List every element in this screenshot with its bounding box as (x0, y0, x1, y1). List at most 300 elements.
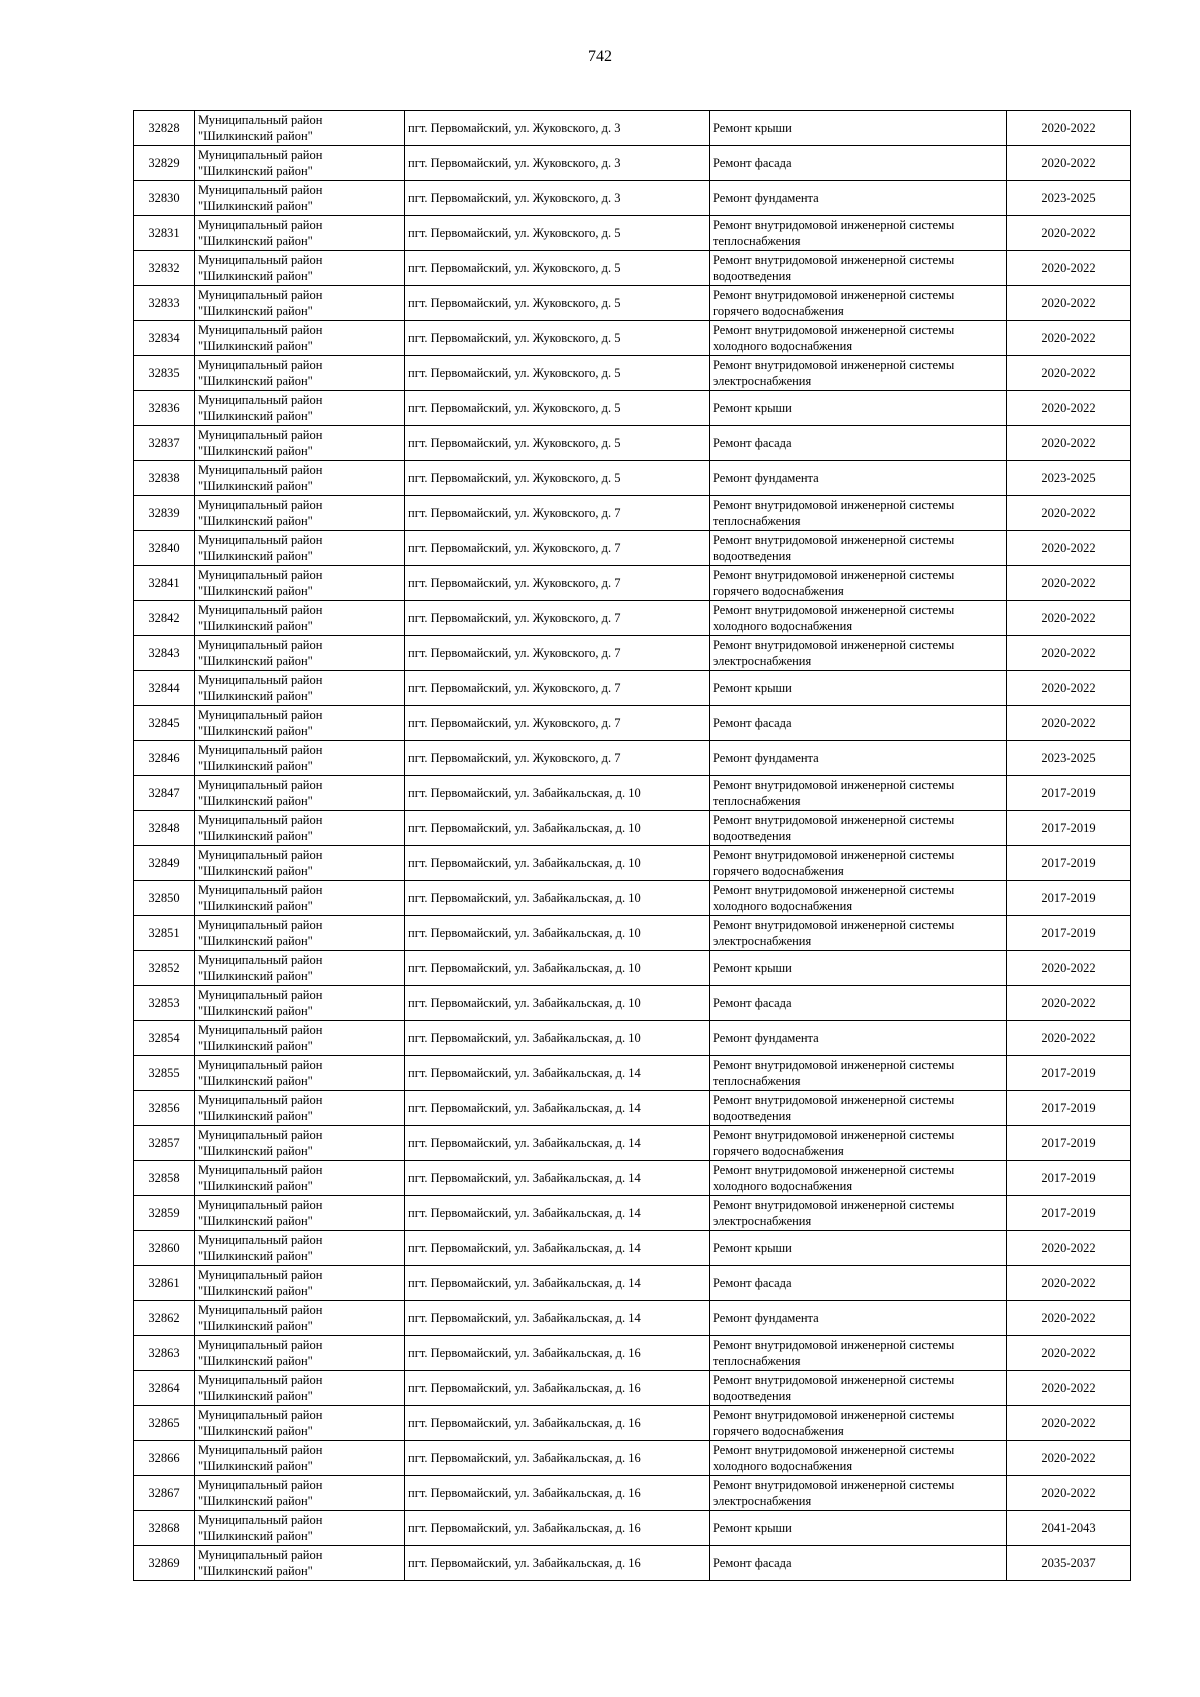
municipality-cell (195, 391, 405, 426)
period-cell: 2020-2022 (1007, 251, 1131, 286)
work-type-cell (710, 916, 1007, 951)
work-type-line: Ремонт внутридомовой инженерной системы (713, 1198, 955, 1212)
work-type-line: Ремонт внутридомовой инженерной системы (713, 638, 955, 652)
period-cell: 2020-2022 (1007, 391, 1131, 426)
municipality-line: "Шилкинский район" (198, 1109, 313, 1123)
work-type-line: Ремонт внутридомовой инженерной системы (713, 603, 955, 617)
work-type-cell (710, 111, 1007, 146)
work-type-line: горячего водоснабжения (713, 1144, 844, 1158)
municipality-line: Муниципальный район (198, 778, 323, 792)
municipality-line: Муниципальный район (198, 918, 323, 932)
table-row (134, 881, 1131, 916)
address-cell: пгт. Первомайский, ул. Жуковского, д. 7 (405, 706, 710, 741)
period-cell: 2020-2022 (1007, 426, 1131, 461)
address-cell: пгт. Первомайский, ул. Забайкальская, д. 14 (405, 1056, 710, 1091)
municipality-line: Муниципальный район (198, 1023, 323, 1037)
address-cell: пгт. Первомайский, ул. Забайкальская, д. 10 (405, 951, 710, 986)
period-cell: 2020-2022 (1007, 986, 1131, 1021)
municipality-line: "Шилкинский район" (198, 759, 313, 773)
record-number-cell: 32838 (134, 461, 195, 496)
municipality-line: Муниципальный район (198, 1548, 323, 1562)
municipality-cell (195, 1406, 405, 1441)
address-cell: пгт. Первомайский, ул. Забайкальская, д. 14 (405, 1091, 710, 1126)
work-type-line: Ремонт внутридомовой инженерной системы (713, 323, 955, 337)
record-number-cell: 32863 (134, 1336, 195, 1371)
municipality-cell (195, 496, 405, 531)
table-row (134, 426, 1131, 461)
work-type-cell (710, 601, 1007, 636)
table-row (134, 1511, 1131, 1546)
address-cell: пгт. Первомайский, ул. Жуковского, д. 7 (405, 496, 710, 531)
work-type-line: Ремонт фасада (713, 1276, 792, 1290)
table-row (134, 1266, 1131, 1301)
record-number-cell: 32862 (134, 1301, 195, 1336)
record-number-cell: 32841 (134, 566, 195, 601)
municipality-cell (195, 1546, 405, 1581)
work-type-cell (710, 391, 1007, 426)
work-type-cell (710, 1406, 1007, 1441)
record-number-cell: 32839 (134, 496, 195, 531)
record-number-cell: 32834 (134, 321, 195, 356)
municipality-line: "Шилкинский район" (198, 374, 313, 388)
work-type-line: водоотведения (713, 269, 792, 283)
address-cell: пгт. Первомайский, ул. Забайкальская, д. 16 (405, 1546, 710, 1581)
municipality-line: Муниципальный район (198, 813, 323, 827)
record-number-cell: 32846 (134, 741, 195, 776)
table-row (134, 741, 1131, 776)
address-cell: пгт. Первомайский, ул. Забайкальская, д. 14 (405, 1266, 710, 1301)
period-cell: 2017-2019 (1007, 1161, 1131, 1196)
table-row (134, 916, 1131, 951)
table-row (134, 811, 1131, 846)
work-type-line: теплоснабжения (713, 234, 801, 248)
period-cell: 2020-2022 (1007, 496, 1131, 531)
table-row (134, 1091, 1131, 1126)
municipality-line: "Шилкинский район" (198, 829, 313, 843)
municipality-line: Муниципальный район (198, 603, 323, 617)
municipality-line: "Шилкинский район" (198, 1494, 313, 1508)
work-type-line: Ремонт внутридомовой инженерной системы (713, 1443, 955, 1457)
work-type-line: Ремонт внутридомовой инженерной системы (713, 288, 955, 302)
address-cell: пгт. Первомайский, ул. Забайкальская, д. 10 (405, 986, 710, 1021)
municipality-line: "Шилкинский район" (198, 689, 313, 703)
municipality-line: "Шилкинский район" (198, 1459, 313, 1473)
record-number-cell: 32843 (134, 636, 195, 671)
record-number-cell: 32869 (134, 1546, 195, 1581)
municipality-line: "Шилкинский район" (198, 409, 313, 423)
municipality-line: Муниципальный район (198, 638, 323, 652)
record-number-cell: 32850 (134, 881, 195, 916)
work-type-line: Ремонт фундамента (713, 1031, 819, 1045)
municipality-line: Муниципальный район (198, 1338, 323, 1352)
work-type-line: водоотведения (713, 549, 792, 563)
table-row (134, 1301, 1131, 1336)
work-type-line: горячего водоснабжения (713, 864, 844, 878)
work-type-cell (710, 1021, 1007, 1056)
work-type-cell (710, 1091, 1007, 1126)
work-type-line: Ремонт внутридомовой инженерной системы (713, 1408, 955, 1422)
period-cell: 2023-2025 (1007, 461, 1131, 496)
municipality-cell (195, 1511, 405, 1546)
municipality-line: "Шилкинский район" (198, 899, 313, 913)
work-type-line: Ремонт фундамента (713, 751, 819, 765)
table-row (134, 1231, 1131, 1266)
work-type-line: Ремонт внутридомовой инженерной системы (713, 498, 955, 512)
municipality-line: "Шилкинский район" (198, 269, 313, 283)
municipality-line: Муниципальный район (198, 1163, 323, 1177)
work-type-line: теплоснабжения (713, 1074, 801, 1088)
period-cell: 2020-2022 (1007, 216, 1131, 251)
period-cell: 2020-2022 (1007, 111, 1131, 146)
work-type-cell (710, 461, 1007, 496)
municipality-cell (195, 356, 405, 391)
table-row (134, 1021, 1131, 1056)
work-type-cell (710, 1336, 1007, 1371)
municipality-line: "Шилкинский район" (198, 1039, 313, 1053)
address-cell: пгт. Первомайский, ул. Жуковского, д. 7 (405, 636, 710, 671)
work-type-line: Ремонт крыши (713, 401, 792, 415)
municipality-line: Муниципальный район (198, 1093, 323, 1107)
municipality-line: Муниципальный район (198, 673, 323, 687)
address-cell: пгт. Первомайский, ул. Забайкальская, д. 10 (405, 1021, 710, 1056)
work-type-line: Ремонт внутридомовой инженерной системы (713, 813, 955, 827)
work-type-cell (710, 741, 1007, 776)
municipality-cell (195, 776, 405, 811)
work-type-cell (710, 286, 1007, 321)
address-cell: пгт. Первомайский, ул. Жуковского, д. 5 (405, 356, 710, 391)
address-cell: пгт. Первомайский, ул. Жуковского, д. 5 (405, 461, 710, 496)
municipality-cell (195, 181, 405, 216)
municipality-line: Муниципальный район (198, 883, 323, 897)
period-cell: 2020-2022 (1007, 1476, 1131, 1511)
work-type-cell (710, 1546, 1007, 1581)
table-row (134, 1196, 1131, 1231)
period-cell: 2023-2025 (1007, 181, 1131, 216)
municipality-cell (195, 1336, 405, 1371)
municipality-line: "Шилкинский район" (198, 1354, 313, 1368)
work-type-line: водоотведения (713, 829, 792, 843)
municipality-line: "Шилкинский район" (198, 1249, 313, 1263)
work-type-cell (710, 1161, 1007, 1196)
address-cell: пгт. Первомайский, ул. Жуковского, д. 7 (405, 601, 710, 636)
table-row (134, 1476, 1131, 1511)
table-row (134, 986, 1131, 1021)
record-number-cell: 32860 (134, 1231, 195, 1266)
municipality-line: Муниципальный район (198, 498, 323, 512)
period-cell: 2017-2019 (1007, 811, 1131, 846)
municipality-line: Муниципальный район (198, 1478, 323, 1492)
record-number-cell: 32833 (134, 286, 195, 321)
table-row (134, 1161, 1131, 1196)
address-cell: пгт. Первомайский, ул. Жуковского, д. 5 (405, 251, 710, 286)
municipality-line: Муниципальный район (198, 953, 323, 967)
table-row (134, 496, 1131, 531)
work-type-line: Ремонт внутридомовой инженерной системы (713, 778, 955, 792)
table-row (134, 216, 1131, 251)
work-type-line: Ремонт внутридомовой инженерной системы (713, 1128, 955, 1142)
municipality-cell (195, 251, 405, 286)
municipality-line: "Шилкинский район" (198, 969, 313, 983)
work-type-line: Ремонт внутридомовой инженерной системы (713, 1093, 955, 1107)
work-type-line: холодного водоснабжения (713, 339, 853, 353)
work-type-line: теплоснабжения (713, 1354, 801, 1368)
work-type-line: горячего водоснабжения (713, 584, 844, 598)
work-type-cell (710, 986, 1007, 1021)
municipality-line: Муниципальный район (198, 708, 323, 722)
work-type-cell (710, 1441, 1007, 1476)
record-number-cell: 32847 (134, 776, 195, 811)
table-row (134, 251, 1131, 286)
municipality-cell (195, 426, 405, 461)
record-number-cell: 32855 (134, 1056, 195, 1091)
municipality-line: "Шилкинский район" (198, 1214, 313, 1228)
period-cell: 2020-2022 (1007, 671, 1131, 706)
work-type-line: горячего водоснабжения (713, 304, 844, 318)
work-type-line: теплоснабжения (713, 514, 801, 528)
work-type-line: Ремонт внутридомовой инженерной системы (713, 218, 955, 232)
work-type-line: Ремонт фундамента (713, 1311, 819, 1325)
address-cell: пгт. Первомайский, ул. Забайкальская, д. 16 (405, 1441, 710, 1476)
address-cell: пгт. Первомайский, ул. Жуковского, д. 7 (405, 741, 710, 776)
work-type-cell (710, 846, 1007, 881)
record-number-cell: 32854 (134, 1021, 195, 1056)
work-type-line: Ремонт фасада (713, 436, 792, 450)
period-cell: 2017-2019 (1007, 776, 1131, 811)
municipality-line: Муниципальный район (198, 1408, 323, 1422)
table-row (134, 636, 1131, 671)
municipality-line: "Шилкинский район" (198, 584, 313, 598)
municipality-cell (195, 601, 405, 636)
municipality-cell (195, 741, 405, 776)
period-cell: 2020-2022 (1007, 1301, 1131, 1336)
municipality-line: Муниципальный район (198, 568, 323, 582)
municipality-line: "Шилкинский район" (198, 1004, 313, 1018)
address-cell: пгт. Первомайский, ул. Забайкальская, д. 16 (405, 1511, 710, 1546)
table-row (134, 706, 1131, 741)
work-type-line: электроснабжения (713, 934, 812, 948)
record-number-cell: 32835 (134, 356, 195, 391)
record-number-cell: 32861 (134, 1266, 195, 1301)
municipality-line: "Шилкинский район" (198, 934, 313, 948)
work-type-line: Ремонт крыши (713, 961, 792, 975)
work-type-line: Ремонт фасада (713, 996, 792, 1010)
work-type-line: Ремонт фасада (713, 1556, 792, 1570)
work-type-cell (710, 1371, 1007, 1406)
period-cell: 2017-2019 (1007, 1091, 1131, 1126)
work-type-cell (710, 1476, 1007, 1511)
table-row (134, 1336, 1131, 1371)
address-cell: пгт. Первомайский, ул. Жуковского, д. 7 (405, 531, 710, 566)
municipality-line: "Шилкинский район" (198, 1389, 313, 1403)
period-cell: 2017-2019 (1007, 881, 1131, 916)
work-type-cell (710, 706, 1007, 741)
work-type-cell (710, 776, 1007, 811)
municipality-line: Муниципальный район (198, 358, 323, 372)
municipality-line: "Шилкинский район" (198, 444, 313, 458)
table-row (134, 286, 1131, 321)
work-type-cell (710, 881, 1007, 916)
address-cell: пгт. Первомайский, ул. Жуковского, д. 3 (405, 146, 710, 181)
municipality-cell (195, 636, 405, 671)
period-cell: 2020-2022 (1007, 1371, 1131, 1406)
municipality-line: Муниципальный район (198, 1058, 323, 1072)
municipality-line: Муниципальный район (198, 1443, 323, 1457)
work-type-line: Ремонт крыши (713, 1241, 792, 1255)
municipality-line: "Шилкинский район" (198, 1284, 313, 1298)
work-type-line: холодного водоснабжения (713, 1179, 853, 1193)
municipality-cell (195, 1301, 405, 1336)
municipality-cell (195, 1371, 405, 1406)
municipality-line: Муниципальный район (198, 428, 323, 442)
period-cell: 2020-2022 (1007, 1336, 1131, 1371)
work-type-cell (710, 356, 1007, 391)
municipality-line: "Шилкинский район" (198, 304, 313, 318)
municipality-line: "Шилкинский район" (198, 864, 313, 878)
municipality-line: Муниципальный район (198, 253, 323, 267)
work-type-cell (710, 1126, 1007, 1161)
municipality-line: "Шилкинский район" (198, 549, 313, 563)
municipality-line: "Шилкинский район" (198, 1319, 313, 1333)
table-row (134, 391, 1131, 426)
municipality-line: Муниципальный район (198, 1268, 323, 1282)
municipality-cell (195, 951, 405, 986)
period-cell: 2020-2022 (1007, 1441, 1131, 1476)
work-type-line: электроснабжения (713, 1494, 812, 1508)
work-type-cell (710, 636, 1007, 671)
address-cell: пгт. Первомайский, ул. Забайкальская, д. 16 (405, 1406, 710, 1441)
work-type-line: Ремонт внутридомовой инженерной системы (713, 918, 955, 932)
municipality-cell (195, 146, 405, 181)
municipality-cell (195, 461, 405, 496)
period-cell: 2023-2025 (1007, 741, 1131, 776)
address-cell: пгт. Первомайский, ул. Забайкальская, д. 14 (405, 1196, 710, 1231)
period-cell: 2020-2022 (1007, 146, 1131, 181)
municipality-line: Муниципальный район (198, 288, 323, 302)
work-type-cell (710, 216, 1007, 251)
table-row (134, 671, 1131, 706)
work-type-line: теплоснабжения (713, 794, 801, 808)
table-row (134, 461, 1131, 496)
work-type-cell (710, 811, 1007, 846)
period-cell: 2017-2019 (1007, 1126, 1131, 1161)
period-cell: 2020-2022 (1007, 951, 1131, 986)
work-type-cell (710, 251, 1007, 286)
table-row (134, 146, 1131, 181)
municipality-cell (195, 111, 405, 146)
work-type-cell (710, 1511, 1007, 1546)
address-cell: пгт. Первомайский, ул. Жуковского, д. 3 (405, 111, 710, 146)
municipality-cell (195, 846, 405, 881)
work-type-cell (710, 321, 1007, 356)
work-type-line: Ремонт внутридомовой инженерной системы (713, 1373, 955, 1387)
period-cell: 2041-2043 (1007, 1511, 1131, 1546)
municipality-line: Муниципальный район (198, 393, 323, 407)
municipality-cell (195, 706, 405, 741)
municipality-line: Муниципальный район (198, 323, 323, 337)
municipality-line: "Шилкинский район" (198, 129, 313, 143)
municipality-line: Муниципальный район (198, 1198, 323, 1212)
work-type-line: Ремонт внутридомовой инженерной системы (713, 253, 955, 267)
table-row (134, 566, 1131, 601)
record-number-cell: 32849 (134, 846, 195, 881)
municipality-line: Муниципальный район (198, 743, 323, 757)
repair-schedule-table (133, 110, 1131, 1581)
work-type-line: электроснабжения (713, 1214, 812, 1228)
municipality-cell (195, 1056, 405, 1091)
record-number-cell: 32832 (134, 251, 195, 286)
municipality-cell (195, 916, 405, 951)
municipality-cell (195, 881, 405, 916)
municipality-line: "Шилкинский район" (198, 1424, 313, 1438)
address-cell: пгт. Первомайский, ул. Забайкальская, д. 10 (405, 811, 710, 846)
work-type-line: Ремонт внутридомовой инженерной системы (713, 1338, 955, 1352)
record-number-cell: 32851 (134, 916, 195, 951)
work-type-line: Ремонт фасада (713, 716, 792, 730)
work-type-line: Ремонт внутридомовой инженерной системы (713, 848, 955, 862)
work-type-cell (710, 1196, 1007, 1231)
municipality-cell (195, 1126, 405, 1161)
record-number-cell: 32852 (134, 951, 195, 986)
record-number-cell: 32858 (134, 1161, 195, 1196)
address-cell: пгт. Первомайский, ул. Жуковского, д. 5 (405, 426, 710, 461)
address-cell: пгт. Первомайский, ул. Жуковского, д. 5 (405, 321, 710, 356)
table-row (134, 601, 1131, 636)
work-type-line: Ремонт внутридомовой инженерной системы (713, 1163, 955, 1177)
municipality-line: "Шилкинский район" (198, 514, 313, 528)
work-type-cell (710, 181, 1007, 216)
record-number-cell: 32856 (134, 1091, 195, 1126)
record-number-cell: 32845 (134, 706, 195, 741)
work-type-line: холодного водоснабжения (713, 1459, 853, 1473)
period-cell: 2020-2022 (1007, 1266, 1131, 1301)
table-row (134, 111, 1131, 146)
municipality-line: "Шилкинский район" (198, 1074, 313, 1088)
work-type-line: Ремонт крыши (713, 121, 792, 135)
municipality-cell (195, 811, 405, 846)
record-number-cell: 32859 (134, 1196, 195, 1231)
table-row (134, 776, 1131, 811)
table-row (134, 1126, 1131, 1161)
address-cell: пгт. Первомайский, ул. Забайкальская, д. 14 (405, 1231, 710, 1266)
period-cell: 2020-2022 (1007, 601, 1131, 636)
address-cell: пгт. Первомайский, ул. Жуковского, д. 5 (405, 286, 710, 321)
work-type-line: Ремонт внутридомовой инженерной системы (713, 568, 955, 582)
address-cell: пгт. Первомайский, ул. Жуковского, д. 5 (405, 391, 710, 426)
record-number-cell: 32866 (134, 1441, 195, 1476)
municipality-line: "Шилкинский район" (198, 1179, 313, 1193)
work-type-cell (710, 566, 1007, 601)
record-number-cell: 32831 (134, 216, 195, 251)
municipality-line: "Шилкинский район" (198, 1144, 313, 1158)
municipality-line: Муниципальный район (198, 148, 323, 162)
municipality-cell (195, 1476, 405, 1511)
address-cell: пгт. Первомайский, ул. Забайкальская, д. 16 (405, 1371, 710, 1406)
period-cell: 2020-2022 (1007, 1406, 1131, 1441)
work-type-line: водоотведения (713, 1389, 792, 1403)
municipality-line: "Шилкинский район" (198, 479, 313, 493)
work-type-line: электроснабжения (713, 654, 812, 668)
period-cell: 2035-2037 (1007, 1546, 1131, 1581)
record-number-cell: 32842 (134, 601, 195, 636)
record-number-cell: 32857 (134, 1126, 195, 1161)
period-cell: 2020-2022 (1007, 356, 1131, 391)
period-cell: 2020-2022 (1007, 1231, 1131, 1266)
work-type-line: Ремонт внутридомовой инженерной системы (713, 358, 955, 372)
table-row (134, 181, 1131, 216)
period-cell: 2020-2022 (1007, 321, 1131, 356)
municipality-cell (195, 216, 405, 251)
municipality-line: Муниципальный район (198, 113, 323, 127)
